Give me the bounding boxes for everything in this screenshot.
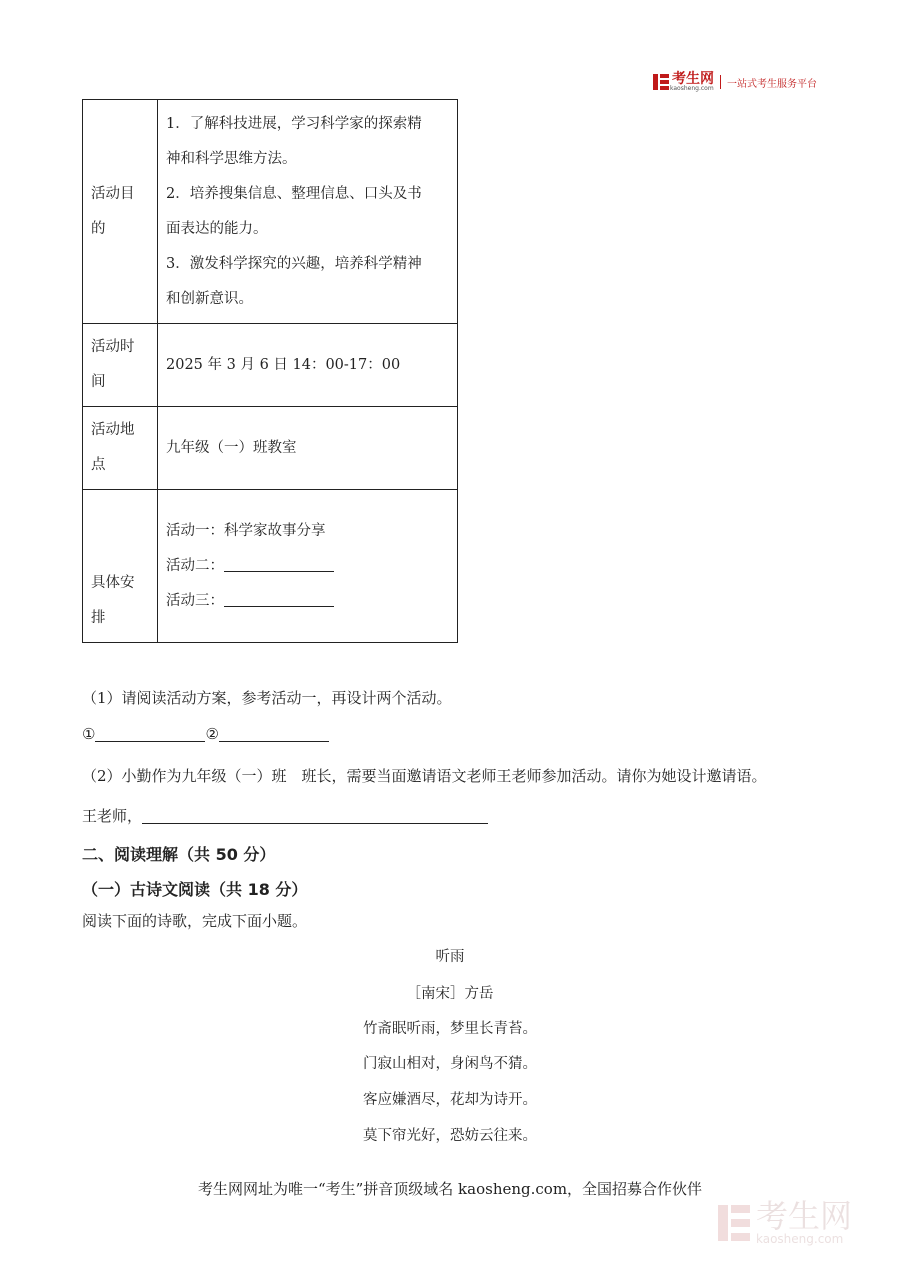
row-content-purpose xyxy=(158,100,458,324)
header-logo xyxy=(652,72,817,92)
page-footer: 考生网网址为唯一“考生”拼音顶级域名 kaosheng.com，全国招募合作伙伴 xyxy=(197,1180,703,1198)
content-line: 3．激发科学探究的兴趣，培养科学精神 xyxy=(166,255,422,272)
answer-mark-1: ① xyxy=(82,725,96,743)
subsection-heading: （一）古诗文阅读（共 18 分） xyxy=(82,880,308,899)
content-line: 1．了解科技进展，学习科学家的探索精 xyxy=(166,115,422,132)
content-line: 活动一：科学家故事分享 xyxy=(166,523,326,539)
table-row xyxy=(83,407,458,490)
invitation-blank[interactable] xyxy=(142,808,488,824)
poem-author: ［南宋］方岳 xyxy=(406,986,494,1002)
content-line: 和创新意识。 xyxy=(166,290,253,307)
row-content-arrangement xyxy=(158,490,458,643)
label-line: 具体安 xyxy=(91,575,135,591)
question-1-answers xyxy=(82,724,329,744)
activity-two-label: 活动二： xyxy=(166,558,224,574)
content-line: 神和科学思维方法。 xyxy=(166,150,297,167)
salutation: 王老师， xyxy=(82,807,143,825)
row-label-time xyxy=(83,324,158,407)
label-line: 活动时 xyxy=(91,339,135,355)
logo-divider xyxy=(720,75,721,89)
logo-slogan: 一站式考生服务平台 xyxy=(727,78,817,90)
answer-mark-2: ② xyxy=(205,725,219,743)
content-line: 2．培养搜集信息、整理信息、口头及书 xyxy=(166,185,422,202)
label-line: 点 xyxy=(91,457,106,473)
content-line: 面表达的能力。 xyxy=(166,220,268,237)
question-2-answer xyxy=(82,806,488,826)
watermark-name: 考生网 xyxy=(756,1197,853,1235)
logo-name: 考生网 xyxy=(672,71,714,87)
activity-plan-table xyxy=(82,99,458,643)
row-content-place xyxy=(158,407,458,490)
poem-line: 客应嫌酒尽，花却为诗开。 xyxy=(363,1092,537,1108)
label-line: 活动地 xyxy=(91,422,135,438)
logo-domain: kaosheng.com xyxy=(670,85,714,92)
watermark-logo-icon xyxy=(716,1203,752,1243)
answer-blank-2[interactable] xyxy=(219,726,329,742)
label-line: 的 xyxy=(91,220,106,237)
activity-two-line xyxy=(166,549,449,584)
row-label-place xyxy=(83,407,158,490)
poem-title: 听雨 xyxy=(435,949,465,965)
activity-three-line xyxy=(166,584,449,619)
poem-line: 门寂山相对，身闲鸟不猜。 xyxy=(363,1056,537,1072)
answer-blank-1[interactable] xyxy=(95,726,205,742)
table-row xyxy=(83,324,458,407)
table-row xyxy=(83,490,458,643)
row-content-time xyxy=(158,324,458,407)
table-row xyxy=(83,100,458,324)
activity-three-label: 活动三： xyxy=(166,593,224,609)
reading-instruction: 阅读下面的诗歌，完成下面小题。 xyxy=(82,912,308,930)
watermark-domain: kaosheng.com xyxy=(756,1232,844,1246)
question-2: （2）小勤作为九年级（一）班 班长，需要当面邀请语文老师王老师参加活动。请你为她设计邀请语。 xyxy=(82,767,767,785)
poem-line: 竹斋眠听雨，梦里长青苔。 xyxy=(363,1021,537,1037)
content-line: 九年级（一）班教室 xyxy=(166,439,297,456)
row-label-purpose xyxy=(83,100,158,324)
kaosheng-logo-icon xyxy=(652,73,670,91)
watermark xyxy=(716,1197,853,1246)
label-line: 活动目 xyxy=(91,185,135,202)
question-1: （1）请阅读活动方案，参考活动一，再设计两个活动。 xyxy=(82,689,452,707)
row-label-arrangement xyxy=(83,490,158,643)
poem-line: 莫下帘光好，恐妨云往来。 xyxy=(363,1128,537,1144)
content-line: 2025 年 3 月 6 日 14：00-17：00 xyxy=(166,356,401,373)
label-line: 间 xyxy=(91,374,106,390)
activity-two-blank[interactable] xyxy=(224,557,334,573)
section-heading: 二、阅读理解（共 50 分） xyxy=(82,845,276,864)
label-line: 排 xyxy=(91,610,106,626)
activity-three-blank[interactable] xyxy=(224,592,334,608)
